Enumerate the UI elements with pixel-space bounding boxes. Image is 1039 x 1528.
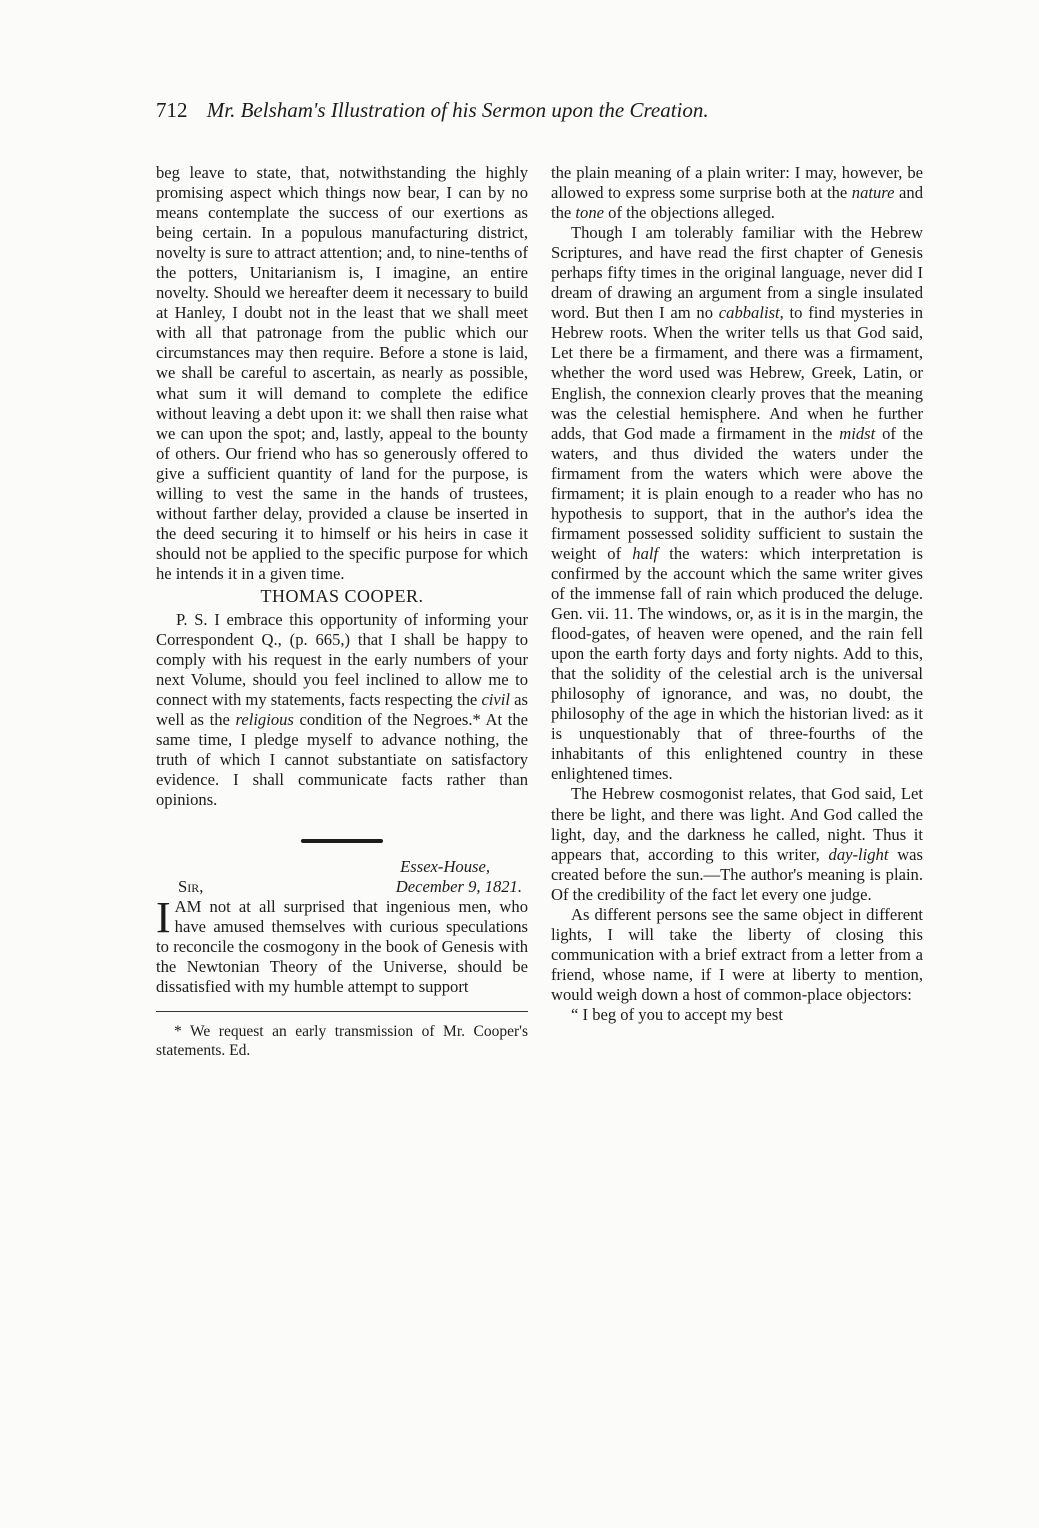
paragraph-quote-start: “ I beg of you to accept my best — [571, 1004, 783, 1024]
paragraph-different-lights: As different persons see the same object in different lights, I will take the liberty of closing this communication with a brief extract from a letter from a friend, whose name, if I were at liberty to mention, would weigh down a host of common-place objectors: — [551, 904, 923, 1004]
left-column — [156, 163, 528, 1060]
dateline-date: December 9, 1821. — [395, 876, 522, 896]
section-divider — [301, 839, 383, 843]
footnote-rule — [156, 1011, 528, 1012]
paragraph-plain-meaning: the plain meaning of a plain writer: I may, however, be allowed to express some surprise both at the nature and the tone of the objections alleged. — [551, 163, 924, 223]
page-number: 712 — [156, 98, 188, 122]
dateline — [156, 857, 528, 897]
dateline-place: Essex-House, — [400, 856, 490, 876]
running-title: Mr. Belsham's Illustration of his Sermon upon the Creation. — [206, 98, 709, 122]
signature: THOMAS COOPER. — [260, 585, 424, 606]
right-column — [551, 163, 923, 1025]
salutation: Sir, — [178, 876, 204, 896]
drop-cap: I — [156, 892, 171, 942]
letter-continuation-paragraph: beg leave to state, that, notwithstanding the highly promising aspect which things now bear, I can by no means contemplate the success of our exertions as being certain. In a populous manufacturing district, novelty is sure to attract attention; and, to nine-tenths of the potters, Unitarianism is, I imagine, an entire novelty. Should we hereafter deem it necessary to build at Hanley, I doubt not in the least that we shall meet with all that patronage from the public which our circumstances may then require. Before a stone is laid, we shall be careful to ascertain, as nearly as possible, what sum it will demand to complete the edifice without leaving a debt upon it: we shall then raise what we can upon the spot; and, lastly, appeal to the bounty of others. Our friend who has so generously offered to give a sufficient quantity of land for the purpose, is willing to vest the same in the hands of trustees, without farther delay, provided a clause be inserted in the deed securing it to himself or his heirs in case it should not be applied to the specific purpose for which he intends it in a given time. — [156, 163, 528, 583]
footnote: * We request an early transmission of Mr. Cooper's statements. Ed. — [156, 1022, 528, 1059]
new-letter-paragraph: IAM not at all surprised that ingenious men, who have amused themselves with curious speculations to reconcile the cosmogony in the book of Genesis with the Newtonian Theory of the Universe, should be dissatisfied with my humble attempt to support — [156, 892, 528, 996]
running-header — [156, 98, 886, 128]
postscript-paragraph: P. S. I embrace this opportunity of informing your Correspondent Q., (p. 665,) that I shall be happy to comply with his request in the early numbers of your next Volume, should you feel inclined to allow me to connect with my statements, facts respecting the civil as well as the religious condition of the Negroes.* At the same time, I pledge myself to advance nothing, the truth of which I cannot substantiate on satisfactory evidence. I shall communicate facts rather than opinions. — [156, 610, 528, 810]
paragraph-light: The Hebrew cosmogonist relates, that God said, Let there be light, and there was light. And God called the light, day, and the darkness he called, night. Thus it appears that, according to this writer, day-light was created before the sun.—The author's meaning is plain. Of the credibility of the fact let every one judge. — [551, 784, 923, 904]
paragraph-firmament: Though I am tolerably familiar with the Hebrew Scriptures, and have read the first chapter of Genesis perhaps fifty times in the original language, never did I dream of drawing an argument from a single insulated word. But then I am no cabbalist, to find mysteries in Hebrew roots. When the writer tells us that God said, Let there be a firmament, and there was a firmament, whether the word used was Hebrew, Greek, Latin, or English, the connexion clearly proves that the meaning was the celestial hemisphere. And when he further adds, that God made a firmament in the midst of the waters, and thus divided the waters under the firmament from the waters which were above the firmament; it is plain enough to a reader who has no hypothesis to support, that in the author's idea the firmament possessed solidity sufficient to sustain the weight of half the waters: which interpretation is confirmed by the account which the same writer gives of the immense fall of rain which produced the deluge. Gen. vii. 11. The windows, or, as it is in the margin, the flood-gates, of heaven were opened, and the rain fell upon the earth forty days and forty nights. Add to this, that the solidity of the celestial arch is the universal philosophy of ignorance, and was, no doubt, the philosophy of the age in which the historian lived: as it is unquestionably that of three-fourths of the inhabitants of this enlightened country in these enlightened times. — [551, 223, 923, 784]
